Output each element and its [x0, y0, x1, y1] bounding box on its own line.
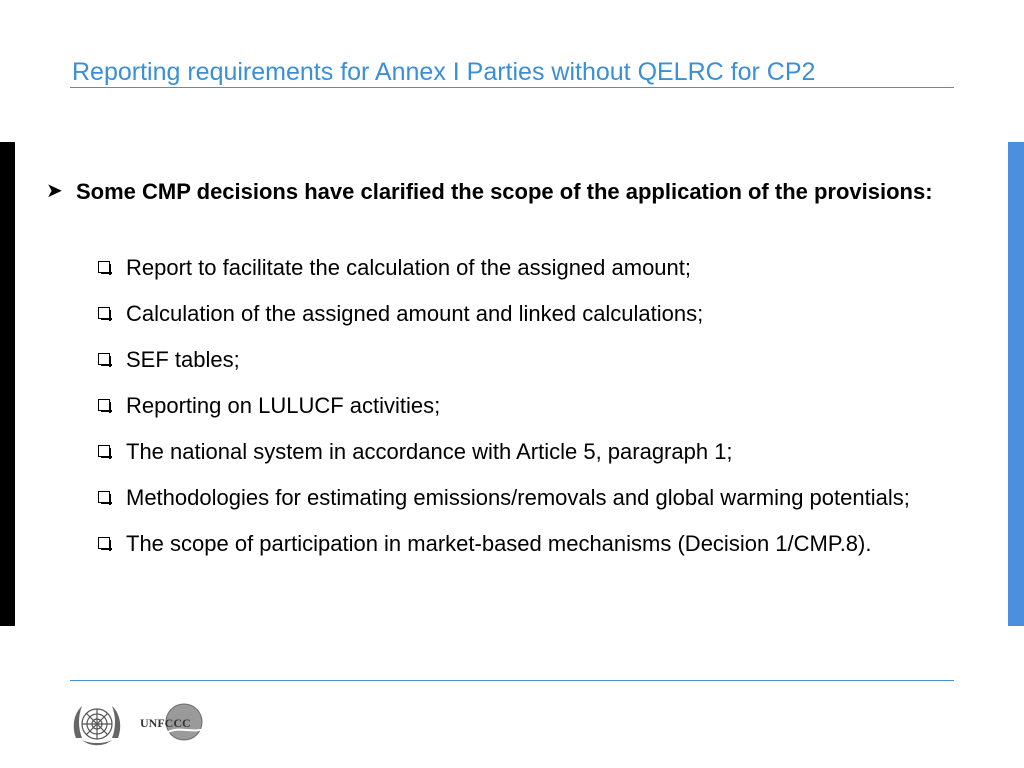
checkbox-bullet-icon — [98, 261, 110, 273]
sub-bullet-text: The national system in accordance with Article 5, paragraph 1; — [126, 439, 733, 464]
checkbox-bullet-icon — [98, 353, 110, 365]
sub-bullet-item — [98, 298, 938, 329]
sub-bullet-text: Methodologies for estimating emissions/removals and global warming potentials; — [126, 485, 910, 510]
unfccc-logo — [138, 698, 218, 750]
arrow-bullet-icon: ➤ — [46, 180, 63, 202]
sub-bullet-text: Reporting on LULUCF activities; — [126, 393, 441, 418]
sub-bullet-item — [98, 252, 938, 283]
checkbox-bullet-icon — [98, 307, 110, 319]
right-accent-bar — [1008, 142, 1024, 626]
left-accent-bar — [0, 142, 15, 626]
sub-bullet-item — [98, 390, 938, 421]
sub-bullet-text: Calculation of the assigned amount and linked calculations; — [126, 301, 704, 326]
sub-bullet-item — [98, 482, 938, 513]
sub-bullet-text: SEF tables; — [126, 347, 240, 372]
un-emblem-logo — [70, 700, 124, 750]
checkbox-bullet-icon — [98, 445, 110, 457]
sub-bullet-list — [98, 252, 938, 574]
sub-bullet-item — [98, 436, 938, 467]
unfccc-logo-text: UNFCCC — [140, 716, 191, 730]
sub-bullet-text: Report to facilitate the calculation of the assigned amount; — [126, 255, 692, 280]
checkbox-bullet-icon — [98, 537, 110, 549]
slide-title: Reporting requirements for Annex I Parties without QELRC for CP2 — [72, 58, 816, 86]
main-bullet-text: Some CMP decisions have clarified the scope of the application of the provisions: — [76, 179, 933, 204]
checkbox-bullet-icon — [98, 399, 110, 411]
sub-bullet-item — [98, 344, 938, 375]
sub-bullet-item — [98, 528, 938, 559]
sub-bullet-text: The scope of participation in market-based mechanisms (Decision 1/CMP.8). — [126, 531, 872, 556]
checkbox-bullet-icon — [98, 491, 110, 503]
main-bullet — [46, 176, 946, 207]
footer-rule — [70, 680, 954, 681]
title-underline — [70, 87, 954, 88]
